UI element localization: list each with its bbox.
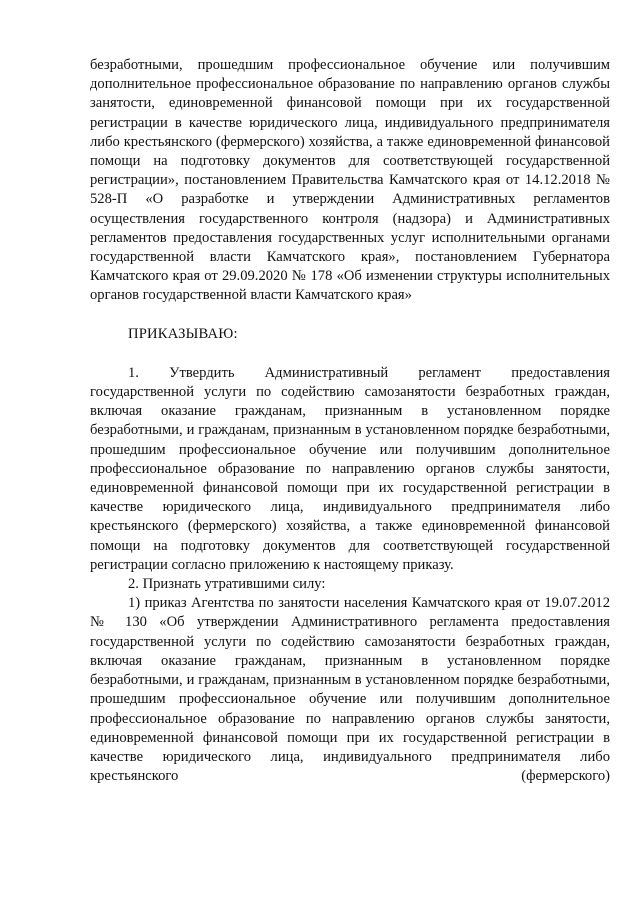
item-2-1-paragraph: 1) приказ Агентства по занятости населения Камчатского края от 19.07.2012 № 130 «Об утверждении Административного регламента предоставления государственной услуги по содействию самозанятости безработных граждан, включая оказание гражданам, признанным в установленном порядке безработными, и гражданам, признанным в установленном порядке безработными, прошедшим профессиональное обучение или получившим дополнительное профессиональное образование по направлению органов службы занятости, единовременной финансовой помощи при их государственной регистрации в качестве юридического лица, индивидуального предпринимателя либо крестьянского (фермерского) bbox=[90, 595, 610, 785]
item-2-paragraph: 2. Признать утратившими силу: bbox=[128, 576, 326, 593]
order-heading: ПРИКАЗЫВАЮ: bbox=[128, 325, 238, 342]
document-page bbox=[90, 56, 610, 786]
item-1-paragraph: 1. Утвердить Административный регламент предоставления государственной услуги по содействию самозанятости безработных граждан, включая оказание гражданам, признанным в установленном порядке безработными, и гражданам, признанным в установленном порядке безработными, прошедшим профессиональное обучение или получившим дополнительное профессиональное образование по направлению органов службы занятости, единовременной финансовой помощи при их государственной регистрации в качестве юридического лица, индивидуального предпринимателя либо крестьянского (фермерского) хозяйства, а также единовременной финансовой помощи на подготовку документов для соответствующей государственной регистрации согласно приложению к настоящему приказу. bbox=[90, 364, 610, 573]
intro-paragraph: безработными, прошедшим профессиональное обучение или получившим дополнительное профессиональное образование по направлению органов службы занятости, единовременной финансовой помощи при их государственной регистрации в качестве юридического лица, индивидуального предпринимателя либо крестьянского (фермерского) хозяйства, а также единовременной финансовой помощи на подготовку документов для соответствующей государственной регистрации», постановлением Правительства Камчатского края от 14.12.2018 № 528-П «О разработке и утверждении Административных регламентов осуществления государственного контроля (надзора) и Административных регламентов предоставления государственных услуг исполнительными органами государственной власти Камчатского края», постановлением Губернатора Камчатского края от 29.09.2020 № 178 «Об изменении структуры исполнительных органов государственной власти Камчатского края» bbox=[90, 57, 610, 304]
